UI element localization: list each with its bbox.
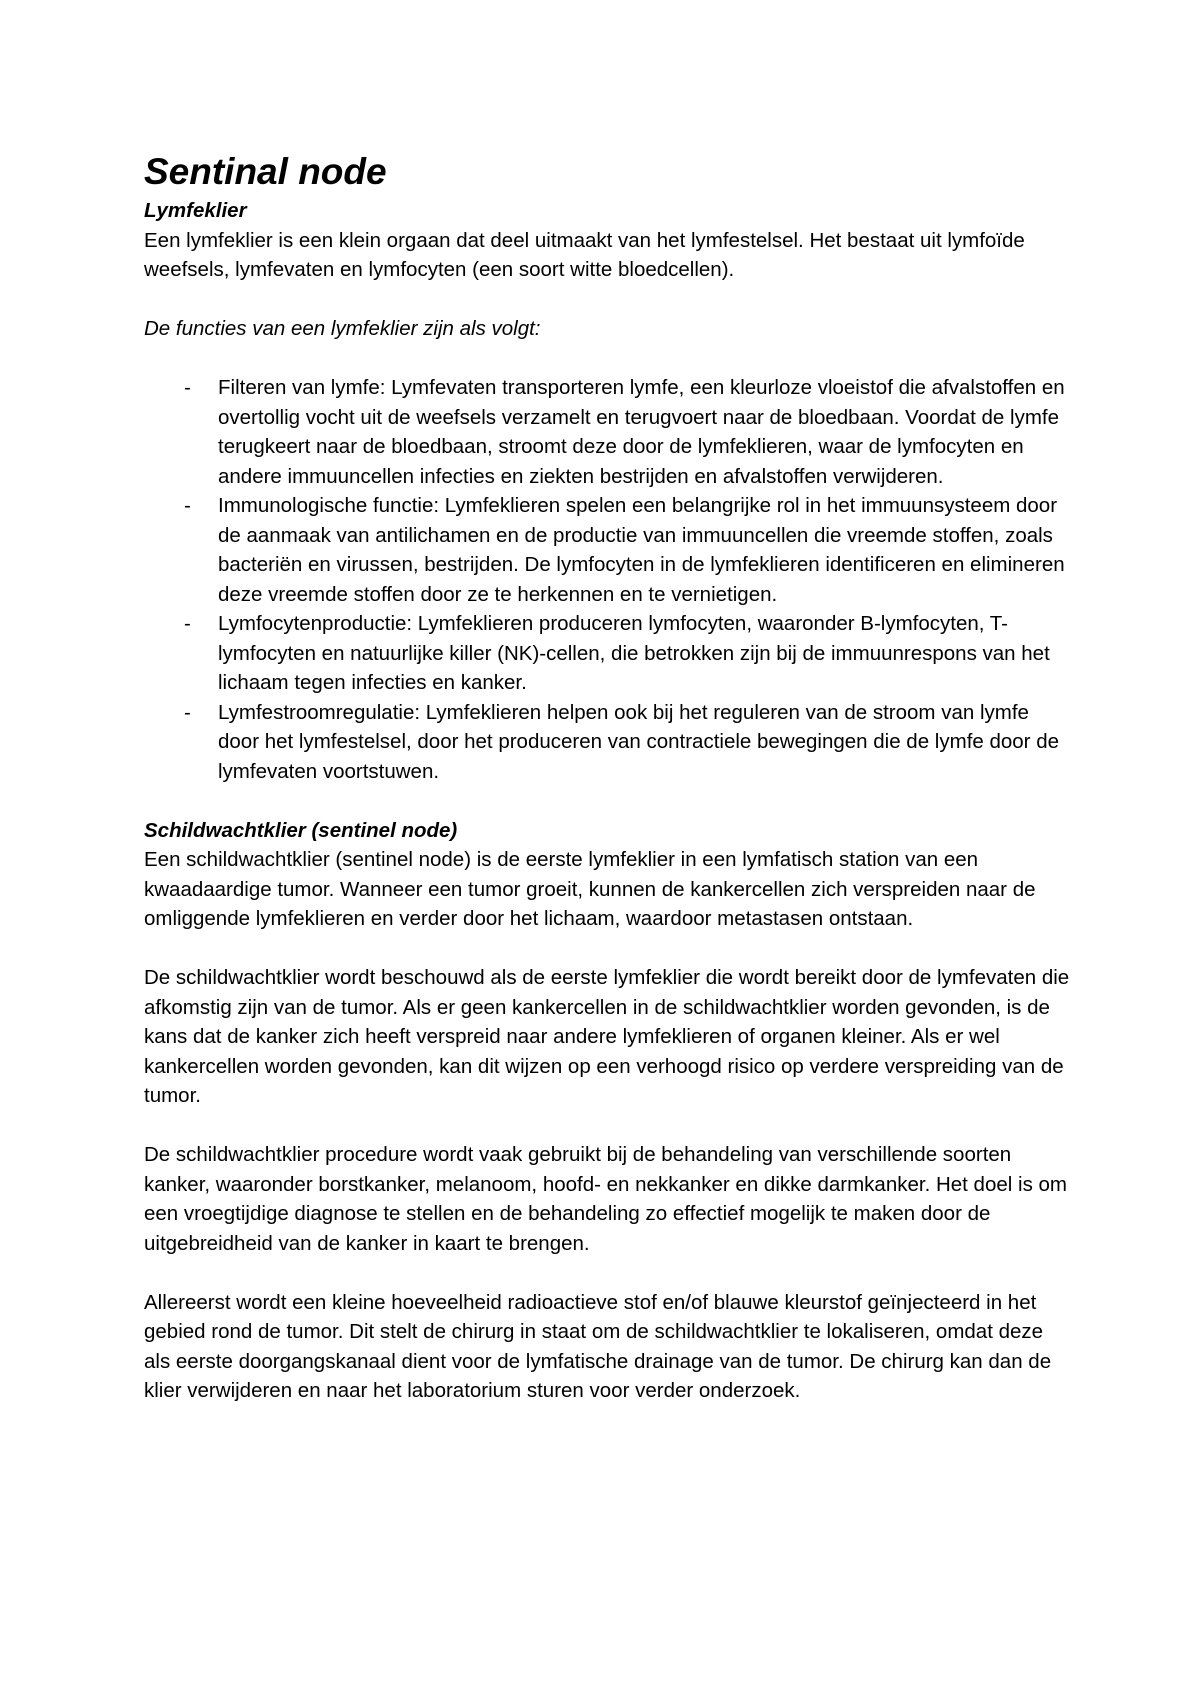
functions-intro: De functies van een lymfeklier zijn als volgt: xyxy=(144,317,541,340)
lymfeklier-paragraph: Een lymfeklier is een klein orgaan dat deel uitmaakt van het lymfestelsel. Het bestaat uit lymfoïde weefsels, lymfevaten en lymfocyten (een soort witte bloedcellen). xyxy=(144,228,1025,281)
list-item-text: Lymfestroomregulatie: Lymfeklieren helpen ook bij het reguleren van de stroom van lymfe door het lymfestelsel, door het produceren van contractiele bewegingen die de lymfe door de lymfevaten voortstuwen. xyxy=(218,700,1060,783)
schildwachtklier-paragraph-2: De schildwachtklier wordt beschouwd als de eerste lymfeklier die wordt bereikt door de lymfevaten die afkomstig zijn van de tumor. Als er geen kankercellen in de schildwachtklier worden gevonden, is de kans dat de kanker zich heeft verspreid naar andere lymfeklieren of organen kleiner. Als er wel kankercellen worden gevonden, kan dit wijzen op een verhoogd risico op verdere verspreiding van de tumor. xyxy=(144,966,1070,1107)
bullet-dash: - xyxy=(184,376,191,399)
bullet-dash: - xyxy=(184,612,191,635)
spacer xyxy=(144,285,1074,315)
lymfeklier-heading: Lymfeklier xyxy=(144,199,247,222)
document-title: Sentinal node xyxy=(144,151,387,192)
list-item-text: Lymfocytenproductie: Lymfeklieren produceren lymfocyten, waaronder B-lymfocyten, T-lymfocyten en natuurlijke killer (NK)-cellen, die betrokken zijn bij de immuunrespons van het lichaam tegen infecties en kanker. xyxy=(218,612,1050,694)
schildwachtklier-heading: Schildwachtklier (sentinel node) xyxy=(144,818,458,842)
list-item-text: Immunologische functie: Lymfeklieren spelen een belangrijke rol in het immuunsysteem door de aanmaak van antilichamen en de productie van immuuncellen die vreemde stoffen, zoals bacteriën en virussen, bestrijden. De lymfocyten in de lymfeklieren identificeren en elimineren deze vreemde stoffen door ze te herkennen en te vernietigen. xyxy=(218,494,1065,606)
list-item xyxy=(144,373,1074,491)
list-item xyxy=(144,698,1074,787)
schildwachtklier-paragraph-3: De schildwachtklier procedure wordt vaak gebruikt bij de behandeling van verschillende soorten kanker, waaronder borstkanker, melanoom, hoofd- en nekkanker en dikke darmkanker. Het doel is om een vroegtijdige diagnose te stellen en de behandeling zo effectief mogelijk te maken door de uitgebreidheid van de kanker in kaart te brengen. xyxy=(144,1143,1067,1255)
schildwachtklier-paragraph-4: Allereerst wordt een kleine hoeveelheid radioactieve stof en/of blauwe kleurstof geïnjecteerd in het gebied rond de tumor. Dit stelt de chirurg in staat om de schildwachtklier te lokaliseren, omdat deze als eerste doorgangskanaal dient voor de lymfatische drainage van de tumor. De chirurg kan dan de klier verwijderen en naar het laboratorium sturen voor verder onderzoek. xyxy=(144,1290,1052,1402)
list-item-text: Filteren van lymfe: Lymfevaten transporteren lymfe, een kleurloze vloeistof die afvalstoffen en overtollig vocht uit de weefsels verzamelt en terugvoert naar de bloedbaan. Voordat de lymfe terugkeert naar de bloedbaan, stroomt deze door de lymfeklieren, waar de lymfocyten en andere immuuncellen infecties en ziekten bestrijden en afvalstoffen verwijderen. xyxy=(218,376,1065,488)
schildwachtklier-paragraph-1: Een schildwachtklier (sentinel node) is de eerste lymfeklier in een lymfatisch station van een kwaadaardige tumor. Wanneer een tumor groeit, kunnen de kankercellen zich verspreiden naar de omliggende lymfeklieren en verder door het lichaam, waardoor metastasen ontstaan. xyxy=(144,848,1036,930)
spacer xyxy=(144,344,1074,374)
spacer xyxy=(144,1258,1074,1288)
bullet-dash: - xyxy=(184,494,191,517)
spacer xyxy=(144,1111,1074,1141)
spacer xyxy=(144,934,1074,964)
list-item xyxy=(144,609,1074,698)
spacer xyxy=(144,786,1074,816)
functions-list xyxy=(144,373,1074,786)
document-page xyxy=(144,150,1074,1406)
bullet-dash: - xyxy=(184,700,191,724)
list-item xyxy=(144,491,1074,609)
